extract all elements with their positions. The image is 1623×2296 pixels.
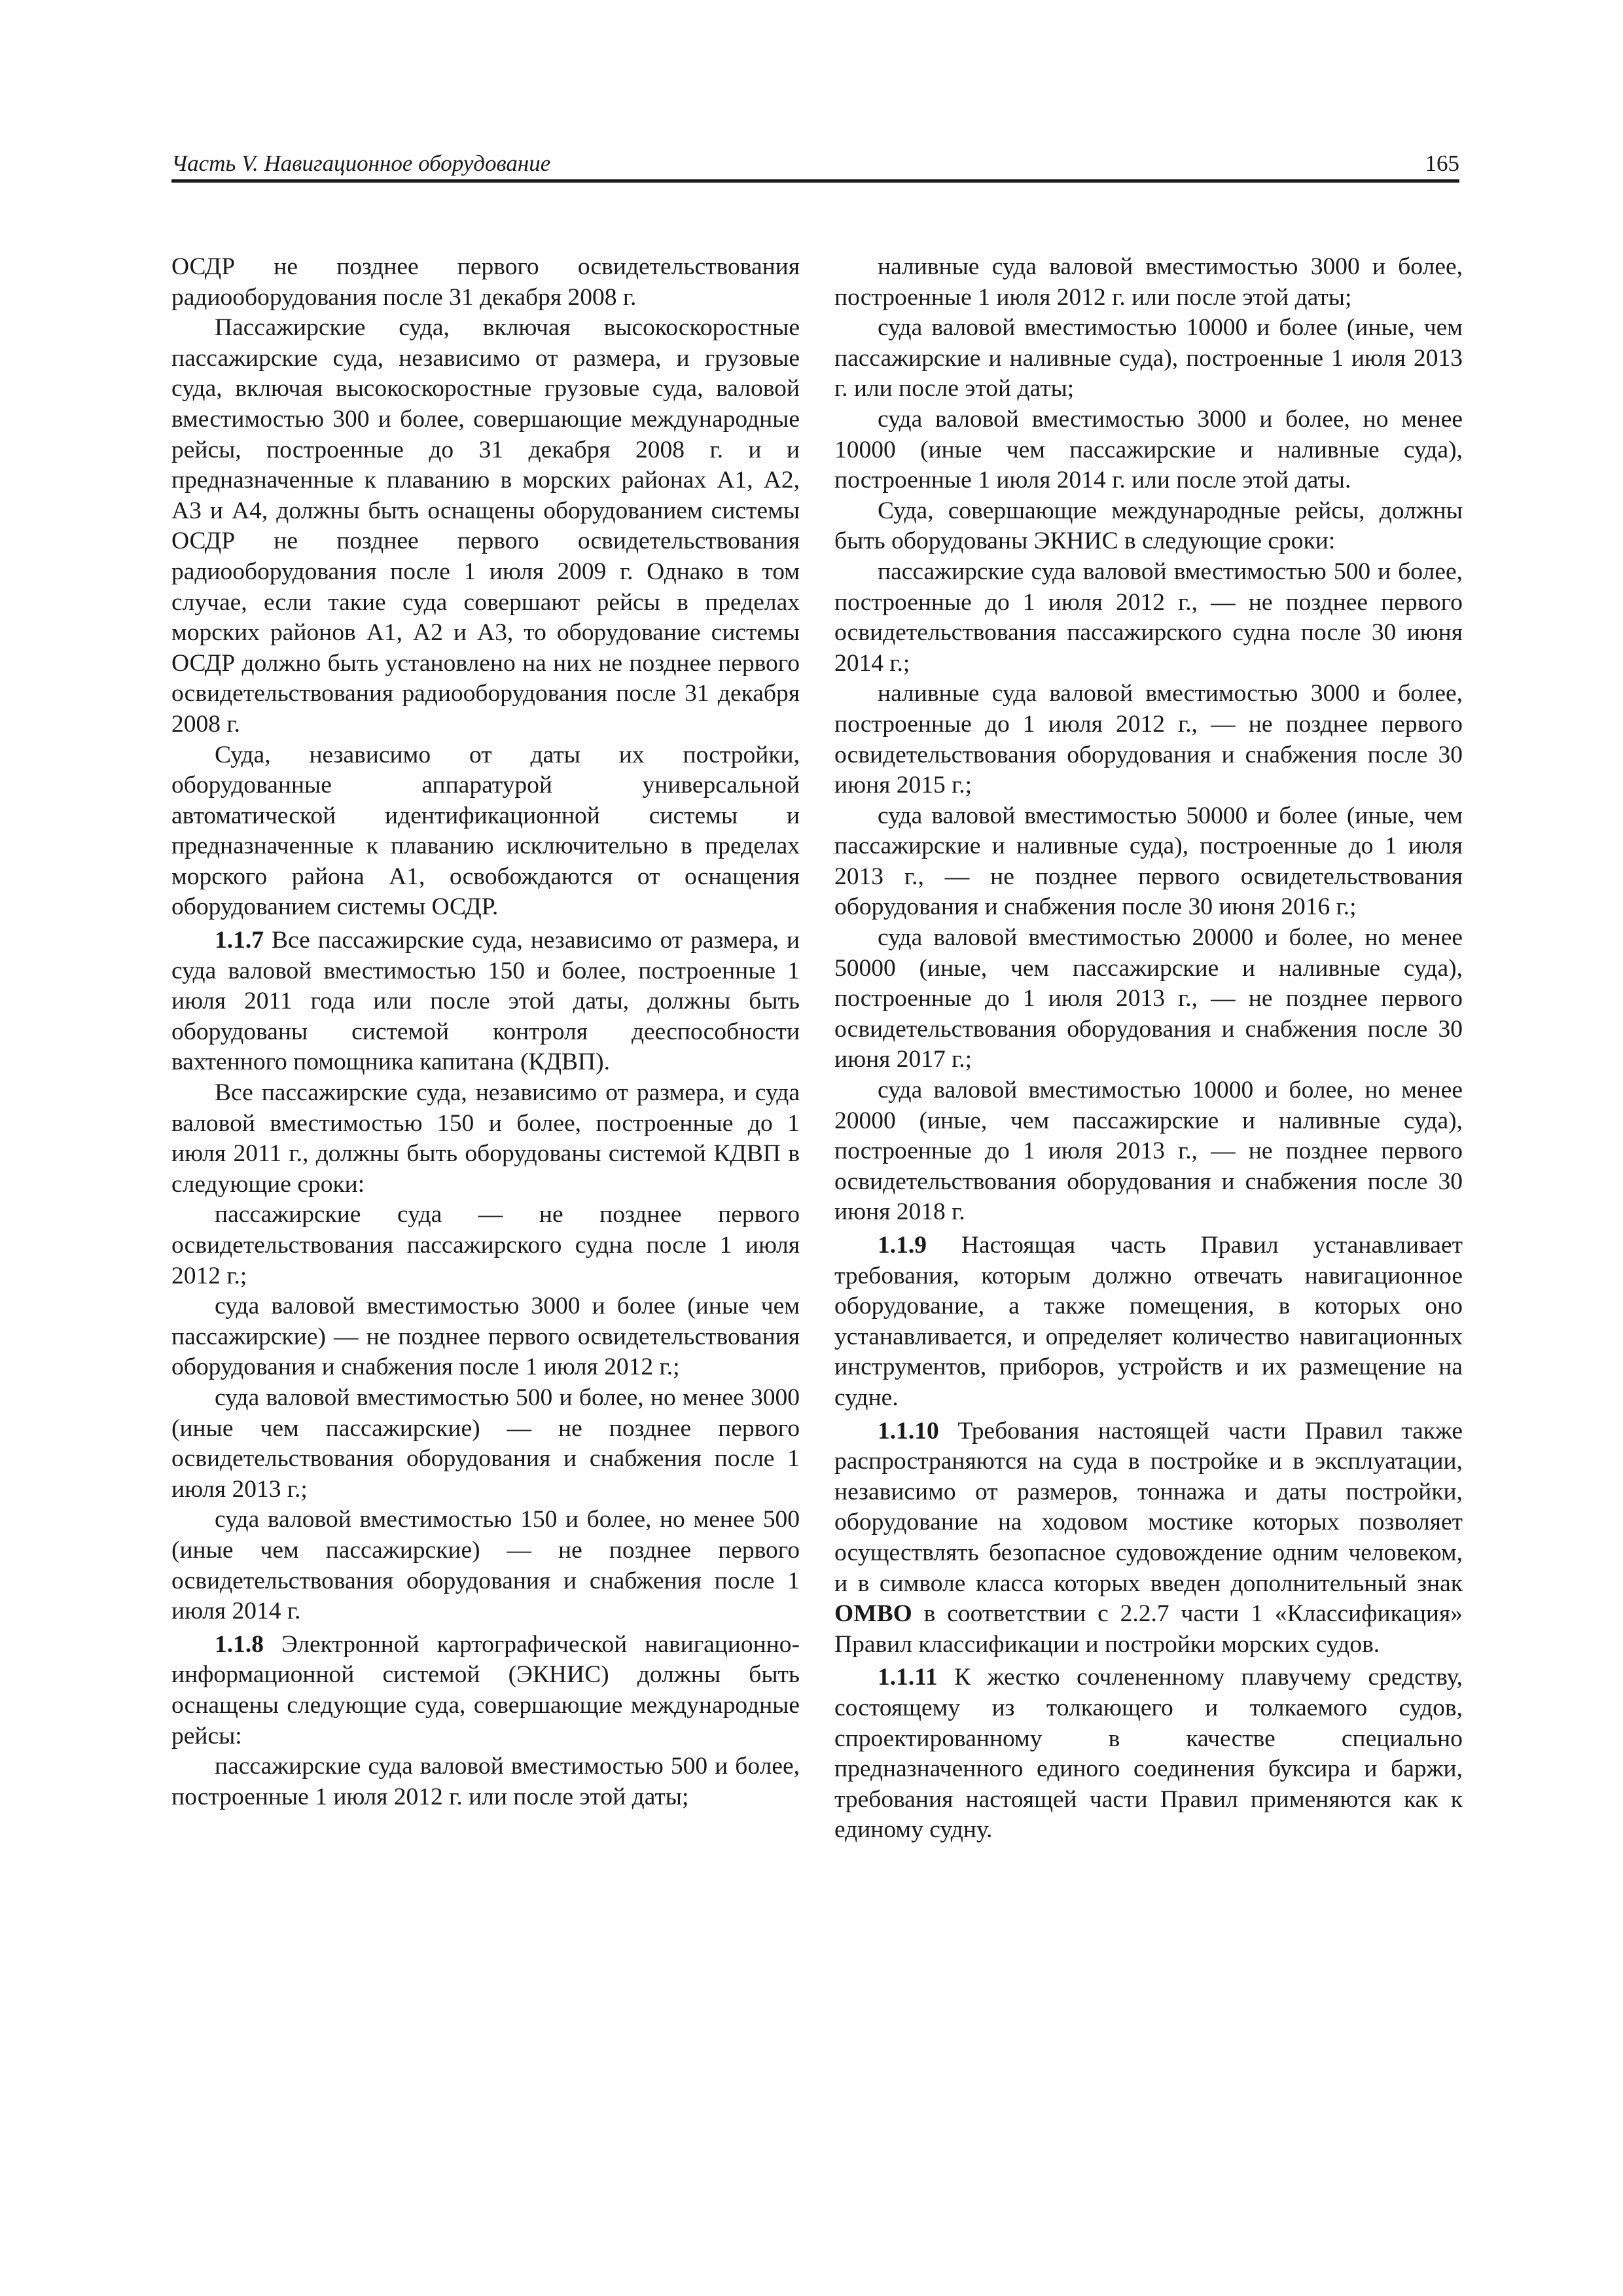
section-1-1-8 <box>171 1630 800 1751</box>
section-number: 1.1.10 <box>878 1417 939 1444</box>
list-item: суда валовой вместимостью 20000 и более, но менее 50000 (иные, чем пассажирские и наливные суда), построенные до 1 июля 2013 г., — не позднее первого освидетельствования оборудования и снабжения после 30 июня 2017 г.; <box>834 924 1463 1073</box>
section-number: 1.1.9 <box>878 1232 927 1259</box>
section-1-1-10 <box>834 1416 1463 1660</box>
list-item: суда валовой вместимостью 500 и более, но менее 3000 (иные чем пассажирские) — не позднее первого освидетельствования оборудования и снабжения после 1 июля 2013 г.; <box>171 1384 800 1503</box>
paragraph: Суда, независимо от даты их постройки, оборудованные аппаратурой универсальной автоматической идентификационной системы и предназначенные к плаванию исключительно в пределах морского района А1, освобождаются от оснащения оборудованием системы ОСДР. <box>171 741 800 921</box>
section-number: 1.1.8 <box>215 1630 264 1658</box>
list-item: суда валовой вместимостью 3000 и более, но менее 10000 (иные чем пассажирские и наливные суда), построенные 1 июля 2014 г. или после этой даты. <box>834 405 1463 494</box>
right-column <box>834 252 1463 1846</box>
list-item: суда валовой вместимостью 10000 и более (иные, чем пассажирские и наливные суда), построенные 1 июля 2013 г. или после этой даты; <box>834 314 1463 403</box>
section-text: Все пассажирские суда, независимо от размера, и суда валовой вместимостью 150 и более, построенные 1 июля 2011 года или после этой даты, должны быть оборудованы системой контроля дееспособности вахтенного помощника капитана (КДВП). <box>171 927 800 1076</box>
section-text: Требования настоящей части Правил также распространяются на суда в постройке и в эксплуатации, независимо от размеров, тоннажа и даты постройки, оборудование на ходовом мостике которых позволяет осуществлять безопасное судовождение одним человеком, и в символе класса которых введен дополнительный знак <box>834 1417 1463 1597</box>
list-item: наливные суда валовой вместимостью 3000 и более, построенные до 1 июля 2012 г., — не позднее первого освидетельствования оборудования и снабжения после 30 июня 2015 г.; <box>834 680 1463 799</box>
class-notation-mark: OMBO <box>834 1600 912 1628</box>
list-item: суда валовой вместимостью 10000 и более, но менее 20000 (иные, чем пассажирские и наливные суда), построенные до 1 июля 2013 г., — не позднее первого освидетельствования оборудования и снабжения после 30 июня 2018 г. <box>834 1077 1463 1226</box>
list-item: пассажирские суда валовой вместимостью 500 и более, построенные 1 июля 2012 г. или после этой даты; <box>171 1753 800 1810</box>
section-number: 1.1.7 <box>215 927 264 954</box>
section-text: Настоящая часть Правил устанавливает требования, которым должно отвечать навигационное оборудование, а также помещения, в которых оно устанавливается, и определяет количество навигационных инструментов, приборов, устройств и их размещение на судне. <box>834 1232 1463 1411</box>
paragraph: ОСДР не позднее первого освидетельствования радиооборудования после 31 декабря 2008 г. <box>171 253 800 311</box>
section-1-1-7 <box>171 925 800 1078</box>
list-item: пассажирские суда — не позднее первого освидетельствования пассажирского судна после 1 июля 2012 г.; <box>171 1201 800 1289</box>
section-number: 1.1.11 <box>878 1664 938 1691</box>
list-item: наливные суда валовой вместимостью 3000 и более, построенные 1 июля 2012 г. или после этой даты; <box>834 253 1463 311</box>
paragraph: Все пассажирские суда, независимо от размера, и суда валовой вместимостью 150 и более, построенные до 1 июля 2011 г., должны быть оборудованы системой КДВП в следующие сроки: <box>171 1079 800 1198</box>
list-item: суда валовой вместимостью 50000 и более (иные, чем пассажирские и наливные суда), построенные до 1 июля 2013 г., — не позднее первого освидетельствования оборудования и снабжения после 30 июня 2016 г.; <box>834 802 1463 921</box>
running-header <box>171 143 1459 183</box>
paragraph: Суда, совершающие международные рейсы, должны быть оборудованы ЭКНИС в следующие сроки: <box>834 497 1463 555</box>
section-text: К жестко сочлененному плавучему средству, состоящему из толкающего и толкаемого судов, спроектированному в качестве специально предназначенного единого соединения буксира и баржи, требования настоящей части Правил применяются как к единому судну. <box>834 1664 1463 1844</box>
left-column <box>171 252 800 1812</box>
list-item: суда валовой вместимостью 150 и более, но менее 500 (иные чем пассажирские) — не позднее первого освидетельствования оборудования и снабжения после 1 июля 2014 г. <box>171 1506 800 1625</box>
section-text: Электронной картографической навигационно-информационной системой (ЭКНИС) должны быть оснащены следующие суда, совершающие международные рейсы: <box>171 1630 800 1749</box>
list-item: пассажирские суда валовой вместимостью 500 и более, построенные до 1 июля 2012 г., — не позднее первого освидетельствования пассажирского судна после 30 июня 2014 г.; <box>834 558 1463 677</box>
section-1-1-11 <box>834 1662 1463 1846</box>
page-number: 165 <box>1425 151 1459 176</box>
list-item: суда валовой вместимостью 3000 и более (иные чем пассажирские) — не позднее первого освидетельствования оборудования и снабжения после 1 июля 2012 г.; <box>171 1293 800 1381</box>
paragraph: Пассажирские суда, включая высокоскоростные пассажирские суда, независимо от размера, и грузовые суда, включая высокоскоростные грузовые суда, валовой вместимостью 300 и более, совершающие международные рейсы, построенные до 31 декабря 2008 г. и и предназначенные к плаванию в морских районах А1, А2, А3 и А4, должны быть оснащены оборудованием системы ОСДР не позднее первого освидетельствования радиооборудования после 1 июля 2009 г. Однако в том случае, если такие суда совершают рейсы в пределах морских районов А1, А2 и А3, то оборудование системы ОСДР должно быть установлено на них не позднее первого освидетельствования радиооборудования после 31 декабря 2008 г. <box>171 314 800 738</box>
section-1-1-9 <box>834 1230 1463 1414</box>
header-title: Часть V. Навигационное оборудование <box>171 151 551 176</box>
section-text: в соответствии с 2.2.7 части 1 «Классификация» Правил классификации и постройки морских судов. <box>834 1600 1463 1658</box>
